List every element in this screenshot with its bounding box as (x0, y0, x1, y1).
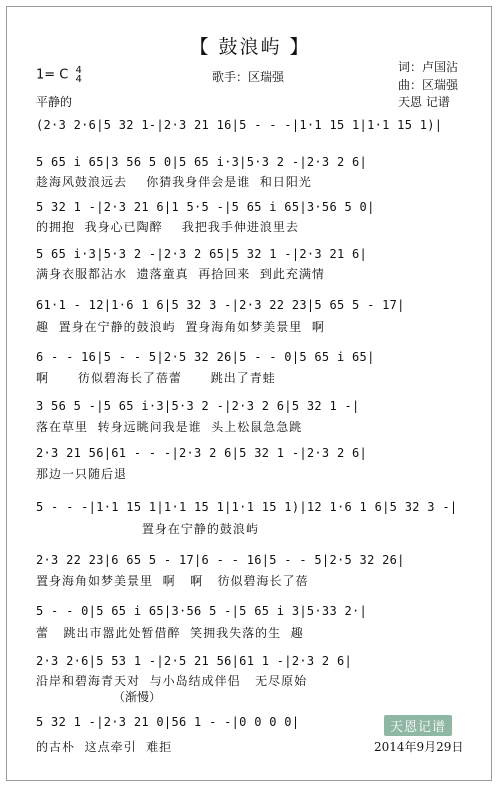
singer-credit: 歌手：区瑞强 (212, 70, 285, 84)
notation-line-7: 3 56 5 -|5 65 i·3|5·3 2 -|2·3 2 6|5 32 1 -| (36, 399, 360, 413)
notation-line-5: 61·1 - 12|1·6 1 6|5 32 3 -|2·3 22 23|5 65 5 - 17| (36, 298, 405, 312)
notation-line-3: 5 32 1 -|2·3 21 6|1 5·5 -|5 65 i 65|3·56 5 0| (36, 200, 375, 214)
lyricist-credit: 词：卢国沾 (398, 60, 459, 74)
time-denominator: 4 (75, 74, 82, 85)
song-title: 【 鼓浪屿 】 (189, 36, 311, 58)
lyric-line-9: 置身在宁静的鼓浪屿 (36, 522, 259, 536)
key-text: 1= C (36, 67, 69, 83)
lyric-line-3: 的拥抱 我身心已陶醉 我把我手伸进浪里去 (36, 220, 299, 234)
notation-line-10: 2·3 22 23|6 65 5 - 17|6 - - 16|5 - - 5|2·5 32 26| (36, 553, 405, 567)
notation-line-11: 5 - - 0|5 65 i 65|3·56 5 -|5 65 i 3|5·33 2·| (36, 604, 368, 618)
notation-line-2: 5 65 i 65|3 56 5 0|5 65 i·3|5·3 2 -|2·3 2 6| (36, 155, 368, 169)
lyric-line-7: 落在草里 转身远眺问我是谁 头上松鼠急急跳 (36, 420, 303, 434)
time-numerator: 4 (75, 65, 82, 76)
expression-mark: 平静的 (36, 95, 73, 109)
key-signature (36, 66, 82, 84)
notation-line-1: (2·3 2·6|5 32 1-|2·3 21 16|5 - - -|1·1 15 1|1·1 15 1)| (36, 118, 443, 132)
lyric-line-5: 趣 置身在宁静的鼓浪屿 置身海角如梦美景里 啊 (36, 320, 325, 334)
lyric-line-12: 沿岸和碧海青天对 与小岛结成伴侣 无尽原始 (36, 674, 308, 688)
tempo-marking: （渐慢） (113, 690, 162, 704)
transcription-date: 2014年9月29日 (374, 740, 464, 754)
lyric-line-10: 置身海角如梦美景里 啊 啊 彷似碧海长了蓓 (36, 574, 309, 588)
notation-line-12: 2·3 2·6|5 53 1 -|2·5 21 56|61 1 -|2·3 2 6| (36, 654, 353, 668)
lyric-line-11: 蕾 跳出市嚣此处暂借醉 笑拥我失落的生 趣 (36, 626, 304, 640)
lyric-line-13: 的古朴 这点牵引 难拒 (36, 740, 173, 754)
transcriber-stamp: 天恩记谱 (384, 715, 452, 736)
notation-line-8: 2·3 21 56|61 - - -|2·3 2 6|5 32 1 -|2·3 2 6| (36, 446, 368, 460)
transcriber-credit: 天恩 记谱 (398, 95, 450, 109)
composer-credit: 曲：区瑞强 (398, 78, 459, 92)
lyric-line-4: 满身衣服都沾水 遗落童真 再拾回来 到此充满情 (36, 267, 325, 281)
lyric-line-8: 那边一只随后退 (36, 467, 128, 481)
lyric-line-2: 趁海风鼓浪远去 你猜我身伴会是谁 和日阳光 (36, 175, 312, 189)
notation-line-9: 5 - - -|1·1 15 1|1·1 15 1|1·1 15 1)|12 1·6 1 6|5 32 3 -| (36, 500, 458, 514)
notation-line-6: 6 - - 16|5 - - 5|2·5 32 26|5 - - 0|5 65 i 65| (36, 350, 375, 364)
notation-line-4: 5 65 i·3|5·3 2 -|2·3 2 65|5 32 1 -|2·3 21 6| (36, 247, 368, 261)
time-signature (76, 66, 82, 84)
lyric-line-6: 啊 彷似碧海长了蓓蕾 跳出了青蛙 (36, 371, 276, 385)
notation-line-13: 5 32 1 -|2·3 21 0|56 1 - -|0 0 0 0| (36, 715, 300, 729)
